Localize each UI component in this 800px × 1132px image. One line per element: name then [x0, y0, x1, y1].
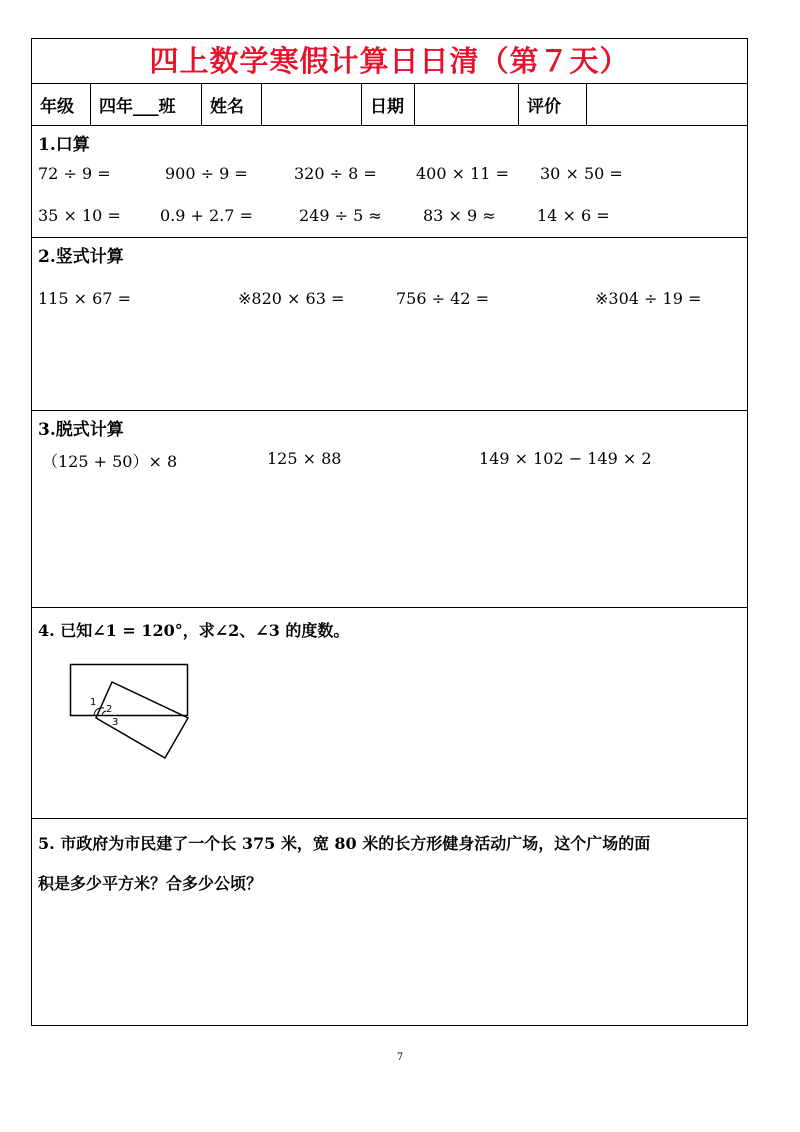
section-stepwise [32, 411, 747, 608]
angle-label-3: 3 [112, 717, 119, 728]
section-oral-title: 1.口算 [38, 135, 90, 155]
section-word [32, 819, 747, 1027]
oral-item: 14 × 6 = [537, 206, 610, 225]
section-oral [32, 126, 747, 238]
oral-item: 35 × 10 = [38, 206, 121, 225]
vertical-item: 756 ÷ 42 = [396, 289, 489, 308]
page-number: 7 [396, 1052, 404, 1063]
section-stepwise-title: 3.脱式计算 [38, 420, 124, 440]
grade-label: 年级 [32, 84, 91, 125]
oral-item: 249 ÷ 5 ≈ [299, 206, 382, 225]
word-problem-line1: 5. 市政府为市民建了一个长 375 米，宽 80 米的长方形健身活动广场，这个广场的面 [38, 834, 651, 853]
oral-item: 320 ÷ 8 = [294, 164, 377, 183]
vertical-item: ※304 ÷ 19 = [595, 289, 702, 308]
name-label: 姓名 [202, 84, 262, 125]
vertical-item: ※820 × 63 = [238, 289, 345, 308]
vertical-item: 115 × 67 = [38, 289, 131, 308]
eval-field[interactable] [587, 84, 747, 125]
geometry-figure [32, 608, 232, 768]
info-row [32, 84, 747, 126]
oral-item: 0.9 + 2.7 = [160, 206, 253, 225]
word-problem-line2: 积是多少平方米？合多少公顷？ [38, 874, 263, 893]
section-vertical [32, 238, 747, 411]
class-label: 四年___班 [91, 84, 202, 125]
date-label: 日期 [362, 84, 415, 125]
eval-label: 评价 [519, 84, 587, 125]
stepwise-item: 149 × 102 − 149 × 2 [479, 449, 652, 468]
section-vertical-title: 2.竖式计算 [38, 247, 124, 267]
stepwise-item: （125 + 50）× 8 [42, 452, 178, 471]
oral-item: 900 ÷ 9 = [165, 164, 248, 183]
name-field[interactable] [262, 84, 362, 125]
tilted-rectangle [96, 682, 188, 758]
oral-item: 30 × 50 = [540, 164, 623, 183]
geometry-question: 4. 已知∠1 = 120°，求∠2、∠3 的度数。 [38, 621, 350, 640]
oral-item: 83 × 9 ≈ [423, 206, 496, 225]
angle-label-1: 1 [90, 697, 97, 708]
angle-label-2: 2 [106, 704, 113, 715]
oral-item: 400 × 11 = [416, 164, 509, 183]
worksheet [31, 38, 748, 1026]
date-field[interactable] [415, 84, 519, 125]
oral-item: 72 ÷ 9 = [38, 164, 111, 183]
section-geometry [32, 608, 747, 819]
stepwise-item: 125 × 88 [267, 449, 342, 468]
page-title: 四上数学寒假计算日日清（第７天） [32, 39, 747, 84]
